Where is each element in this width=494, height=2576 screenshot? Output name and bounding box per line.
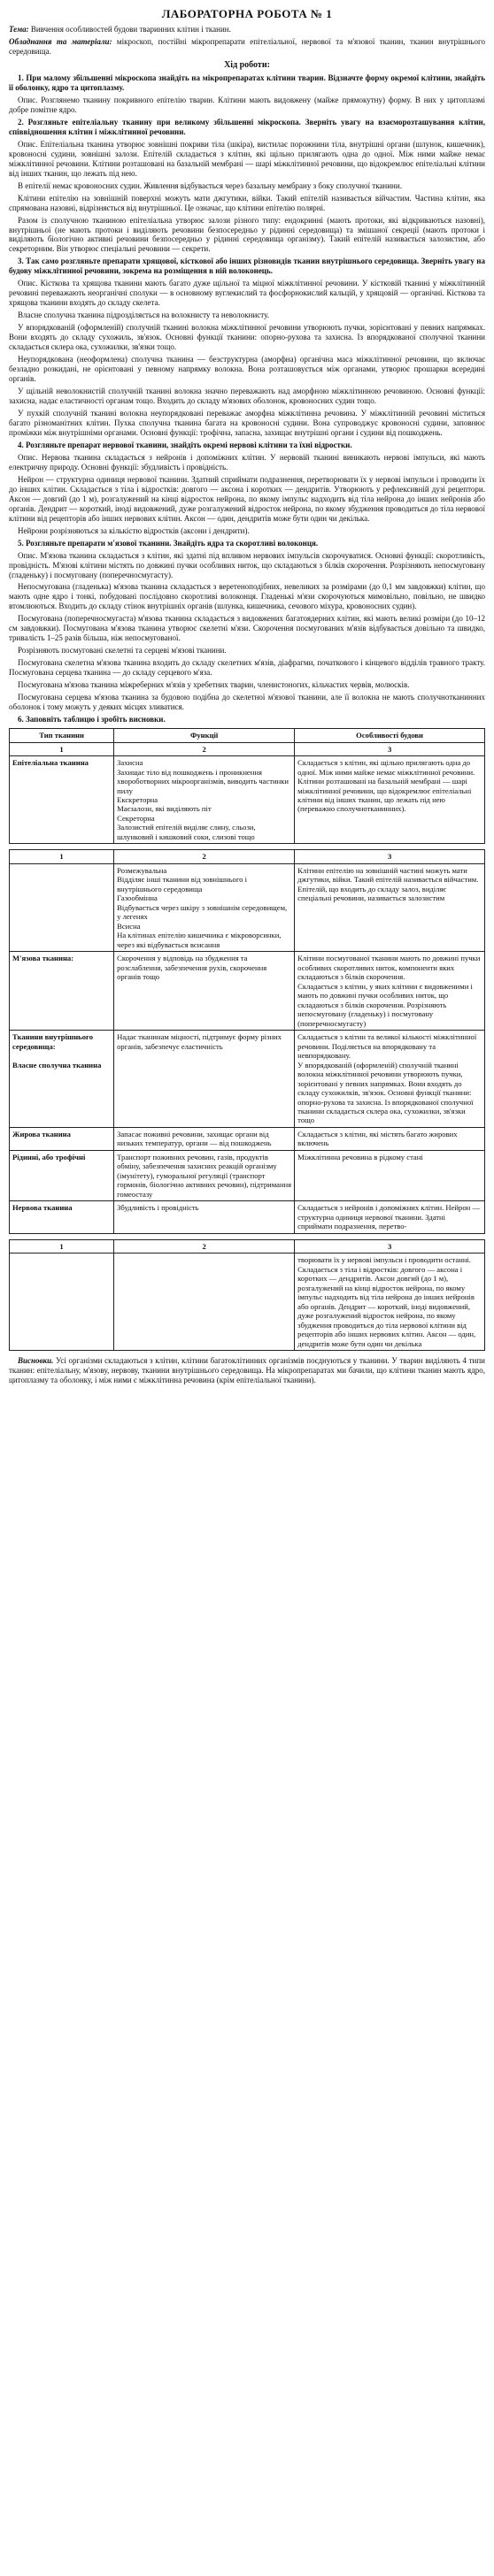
step-1-description: Опис. Розглянемо тканину покривного епітелію тварин. Клітини мають видовжену (майже прямокутну) форму. В них у цитоплазмі добре помітне ядро. <box>9 95 485 114</box>
theme-label: Тема: <box>9 24 29 34</box>
table-column-number: 2 <box>114 850 295 863</box>
theme-line <box>9 25 485 34</box>
progress-title: Хід роботи: <box>224 59 270 70</box>
step-3-paragraph-2: Власне сполучна тканина підрозділяється на волокнисту та неволокнисту. <box>18 310 269 320</box>
tissue-type-cell: Тканини внутрішнього середовища: Власне сполучна тканина <box>10 1031 114 1128</box>
functions-cell: Транспорт поживних речовин, газів, продуктів обміну, забезпечення захисних реакцій організму (імунітету), гуморальної регуляції (транспорт гормонів, біологічно активних речовин), підтримання гомеостазу <box>114 1150 295 1200</box>
table-header-row <box>10 729 485 742</box>
step-5: 5. Розгляньте препарати м'язової тканини. Знайдіть ядра та скоротливі волоконця. <box>18 538 319 548</box>
table-row <box>10 952 485 1031</box>
conclusions-label: Висновки. <box>18 1356 54 1366</box>
table-number-row <box>10 1239 485 1253</box>
tissue-table-part-2 <box>9 849 485 1233</box>
step-5-paragraph-5: Посмугована скелетна м'язова тканина входить до складу скелетних м'язів, діафрагми, початкового і кінцевого відділів травного тракту. Посмугована серцева тканина — до складу серцевого м'яза. <box>9 658 485 678</box>
tissue-type-cell: Епітеліальна тканина <box>10 756 114 844</box>
conclusions <box>9 1356 485 1385</box>
tissue-type-cell <box>10 1254 114 1351</box>
table-row <box>10 1031 485 1128</box>
structure-features-cell: Міжклітинна речовина в рідкому стані <box>295 1150 485 1200</box>
step-5-paragraph-6: Посмугована м'язова тканина міжреберних м'язів у хребетних тварин, членистоногих, кільчастих червів, молюсків. <box>18 680 410 690</box>
step-3-paragraph-6: У пухкій сполучній тканині волокна неупорядковані переважає аморфна міжклітинна речовина. У міжклітинній речовині міститься багато різноманітних клітин. Пухка сполучна тканина багата на кровоносні судини. Вона супроводжує кровоносні судини, заповнює проміжки між внутрішніми органами. Основні функції: трофічна, запасна, захищає внутрішні органи і судини від пошкоджень. <box>9 408 485 437</box>
table-row <box>10 1127 485 1150</box>
structure-features-cell: Складається з нейронів і допоміжних клітин. Нейрон — структурна одиниця нервової тканини. Здатні сприймати подразнення, перетво- <box>295 1201 485 1233</box>
structure-features-cell: Складається з клітин, які містять багато жирових включень <box>295 1127 485 1150</box>
tissue-type-cell: М'язова тканина: <box>10 952 114 1031</box>
equipment-line <box>9 37 485 57</box>
tissue-table-part-3 <box>9 1239 485 1351</box>
tissue-type-cell: Жирова тканина <box>10 1127 114 1150</box>
tissue-type-cell: Нервова тканина <box>10 1201 114 1233</box>
functions-cell: Запасає поживні речовини, захищає органи від низьких температур, органи — від пошкоджень <box>114 1127 295 1150</box>
table-row <box>10 1254 485 1351</box>
table-column-number: 1 <box>10 1239 114 1253</box>
tissue-tables <box>9 728 485 1351</box>
page <box>9 0 485 1393</box>
step-2-paragraph-4: Разом із сполучною тканиною епітеліальна утворює залози різного типу: ендокринні (мають протоки, які відкриваються назовні), внутрішньої (не мають протоки і виділяють речовини безпосередньо у рідинні середовища) та змішаної секреції (мають протоки і виділяють біологічно активні речовини безпосередньо у рідинні середовища організму). Такий епітелій називається залозистим, або секреторним. Він утворює спеціальні речовини — секрети. <box>9 215 485 254</box>
theme-text: Вивчення особливостей будови тваринних клітин і тканин. <box>28 24 231 34</box>
functions-cell: Збудливість і провідність <box>114 1201 295 1233</box>
step-6: 6. Заповніть таблицю і зробіть висновки. <box>18 715 166 724</box>
structure-features-cell: Складається з клітин, які щільно прилягають одна до одної. Між ними майже немає міжклітинної речовини. Клітини розташовані на базальній мембрані — шарі міжклітинної речовини, що відокремлює епітеліальні клітини від інших тканин, що лежать під нею (переважно сполучнотканинних). <box>295 756 485 844</box>
step-2: 2. Розгляньте епітеліальну тканину при великому збільшенні мікроскопа. Зверніть увагу на взаєморозташування клітин, співвідношення клітин і міжклітинної речовини. <box>9 117 485 136</box>
table-column-number: 1 <box>10 850 114 863</box>
step-5-paragraph-2: Непосмугована (гладенька) м'язова тканина складається з веретеноподібних, невеликих за розмірами (до 0,1 мм завдовжки) клітин, що мають одне ядро і тонкі, побудовані послідовно скоротливі волоконця. Гладенькі м'язи скорочуються мимовільно, повільно, не швидко втомлюються. Входить до складу стінок внутрішніх органів (шлунка, кишечника, сечового міхура, кровоносних судин). <box>9 582 485 611</box>
step-2-paragraph-3: Клітини епітелію на зовнішній поверхні можуть мати джгутики, війки. Такий епітелій називається війчастим. Частина клітин, яка спрямована назовні, відрізняється від внутрішньої. Це означає, що клітини епітелію полярні. <box>9 193 485 212</box>
table-header-cell: Особливості будови <box>295 729 485 742</box>
step-3-paragraph-3: У впорядкованій (оформленій) сполучній тканині волокна міжклітинної речовини утворюють пучки, зорієнтовані у певних напрямках. Вони входять до складу сухожиль, зв'язок. Основні функції тканини: опорно-рухова та захисна. Із впорядкованої сполучної тканини складається склера ока, сухожилки, зв'язки тощо. <box>9 323 485 352</box>
functions-cell: Розмежувальна Відділяє інші тканини від зовнішнього і внутрішнього середовища Газообмінна Відбувається через шкіру з зовнішнім середовищем, у легенях Всисна На клітинах епітелію кишечника є мікроворсинки, через які відбувається всисання <box>114 863 295 951</box>
tissue-table-part-1 <box>9 728 485 844</box>
step-3-paragraph-4: Неупорядкована (неоформлена) сполучна тканина — безструктурна (аморфна) органічна маса міжклітинної речовини, що включає безладно розкидані, не орієнтовані у певному напрямку волокна. Вона розташовується між органами, утворює прошарки всередині органів. <box>9 355 485 384</box>
table-column-number: 3 <box>295 850 485 863</box>
step-5-paragraph-3: Посмугована (поперечносмугаста) м'язова тканина складається з видовжених багатоядерних клітин, які мають великі розміри (до 10–12 см завдовжки). Посмугована м'язова тканина утворює скелетні м'язи. Скорочення посмугованих м'язів відбувається довільно та швидко, тривалість 1–25 разів більша, ніж непосмугованої. <box>9 614 485 643</box>
table-header-cell: Тип тканини <box>10 729 114 742</box>
functions-cell: Надає тканинам міцності, підтримує форму різних органів, забезпечує еластичність <box>114 1031 295 1128</box>
table-row <box>10 756 485 844</box>
table-row <box>10 1150 485 1200</box>
functions-cell: Захисна Захищає тіло від пошкоджень і проникнення хвороботворних мікроорганізмів, виводить частинки пилу Екскреторна Маєзалози, які виділяють піт Секреторна Залозистий епітелій виділяє слину, сльози, шлунковий і кишковий соки, слизові тощо <box>114 756 295 844</box>
step-1: 1. При малому збільшенні мікроскопа знайдіть на мікропрепаратах клітини тварин. Відзначте форму окремої клітини, знайдіть її оболонку, ядро та цитоплазму. <box>9 73 485 92</box>
step-2-paragraph-2: В епітелії немає кровоносних судин. Живлення відбувається через базальну мембрану з боку сполучної тканини. <box>18 180 402 190</box>
step-4-paragraph-1: Опис. Нервова тканина складається з нейронів і допоміжних клітин. У нервовій тканині виникають нервові імпульси, які мають електричну природу. Основні функції: збудливість і провідність. <box>9 452 485 472</box>
step-5-paragraph-1: Опис. М'язова тканина складається з клітин, які здатні під впливом нервових імпульсів скорочуватися. Основні функції: скоротливість, провідність. М'язові клітини містять по довжині пучки особливих ниток, що складаються з білків скорочення. Розрізняють непосмуговану (гладеньку) і посмуговану (поперечносмугасту). <box>9 550 485 579</box>
step-4-paragraph-2: Нейрон — структурна одиниця нервової тканини. Здатний сприймати подразнення, перетворювати їх у нервові імпульси і проводити їх до інших клітин. Складається з тіла і відростків: довгого — аксона і коротких — дендритів. Утворюють у рефлексивній дузі рецептори. Аксон — довгий (до 1 м), розгалужений на кінці відросток нейрона, по якому імпульс надходить від тіла нейрона до інших нейронів або органів. Дендрит — короткий, іноді видовжений, дуже розгалужений відросток нейрона, по якому збудження проводиться до тіла нервової клітини від рецепторів або інших нервових клітин. Аксон — один, дендритів може бути один чи декілька. <box>9 474 485 523</box>
functions-cell <box>114 1254 295 1351</box>
step-3-paragraph-1: Опис. Кісткова та хрящова тканини мають багато дуже щільної та міцної міжклітинної речовини. У кістковій тканині у міжклітинній речовині переважають неорганічні сполуки — в основному вуглекислий та фосфорнокислий кальцій, у хрящовій — органічні. Кісткова та хрящова тканини входять до складу скелета. <box>9 279 485 308</box>
equipment-label: Обладнання та матеріали: <box>9 36 112 46</box>
functions-cell: Скорочення у відповідь на збудження та розслаблення, забезпечення рухів, скорочення органів тощо <box>114 952 295 1031</box>
equipment-text: мікроскоп, постійні мікропрепарати епітеліальної, нервової та м'язової тканин, тканин внутрішнього середовища. <box>9 36 485 56</box>
table-row <box>10 863 485 951</box>
table-column-number: 3 <box>295 1239 485 1253</box>
table-column-number: 3 <box>295 742 485 755</box>
conclusions-text: Усі організми складаються з клітин, клітини багатоклітинних організмів поєднуються у тканини. У тварин виділяють 4 типи тканин: епітеліальну, м'язову, нервову, тканини внутрішнього середовища. На мікропрепаратах ми бачили, що клітини тканин мають ядро, цитоплазму та оболонку, і між ними є міжклітинна речовина (крім епітеліальної тканини). <box>9 1356 485 1385</box>
table-row <box>10 1201 485 1233</box>
table-column-number: 2 <box>114 742 295 755</box>
structure-features-cell: творювати їх у нервові імпульси і проводити останні. Складається з тіла і відростків: довгого — аксона і коротких — дендритів. Аксон довгий (до 1 м), розгалужений на кінці відросток нейрона, по якому імпульс надходить від тіла нейрона до інших нейронів або органів. Дендрит — короткий, іноді видовжений, дуже розгалужений відросток нейрона, по якому збудження проводиться до тіла нервової клітини від рецепторів або інших нервових клітин. Аксон — один, дендритів може бути один чи декілька <box>295 1254 485 1351</box>
step-3-paragraph-5: У щільній неволокнистій сполучній тканині волокна значно переважають над аморфною міжклітинною речовиною. Основні функції: захисна, надає еластичності органам тощо. Входить до складу м'язових оболонок, кровоносних судин тощо. <box>9 387 485 406</box>
tissue-type-cell: Рідинні, або трофічні <box>10 1150 114 1200</box>
page-title: ЛАБОРАТОРНА РОБОТА № 1 <box>161 7 333 20</box>
tissue-type-cell <box>10 863 114 951</box>
step-5-paragraph-7: Посмугована серцева м'язова тканина за будовою подібна до скелетної м'язової тканини, але її волокна не мають сполучнотканинних оболонок і тому можуть у деяких місцях зливатися. <box>9 693 485 712</box>
table-column-number: 2 <box>114 1239 295 1253</box>
table-number-row <box>10 742 485 755</box>
table-column-number: 1 <box>10 742 114 755</box>
table-header-cell: Функції <box>114 729 295 742</box>
structure-features-cell: Клітини посмугованої тканини мають по довжині пучки особливих скоротливих ниток, компоненти яких складаються з білків скорочення. Складається з клітин, у яких клітини є видовженими і мають по довжині пучки особливих ниток, що складаються з білків скорочення. Розрізняють непосмуговану (гладеньку) і посмуговану (поперечносмугасту) <box>295 952 485 1031</box>
step-3: 3. Так само розгляньте препарати хрящової, кісткової або інших різновидів тканин внутрішнього середовища. Зверніть увагу на будову міжклітинної речовини, зокрема на розміщення в ній волоконець. <box>9 257 485 276</box>
step-4-paragraph-3: Нейрони розрізняються за кількістю відростків (аксони і дендрити). <box>18 525 250 535</box>
table-number-row <box>10 850 485 863</box>
step-4: 4. Розгляньте препарат нервової тканини, знайдіть окремі нервові клітини та їхні відростки. <box>18 440 352 449</box>
structure-features-cell: Складається з клітин та великої кількості міжклітинної речовини. Поділяється на впорядковану та невпорядковану. У впорядкованій (оформленій) сполучній тканині волокна міжклітинної речовини утворюють пучки, зорієнтовані у певних напрямках. Вони входять до складу сухожилків, зв'язок. Основні функції тканини: опорно-рухова та захисна. Із впорядкованої сполучної тканини складається склера ока, сухожилки, зв'язки тощо <box>295 1031 485 1128</box>
structure-features-cell: Клітини епітелію на зовнішній частині можуть мати джгутики, війки. Такий епітелій називається війчастим. Епітелій, що входить до складу залоз, виділяє спеціальні речовини, називається залозистим <box>295 863 485 951</box>
step-2-paragraph-1: Опис. Епітеліальна тканина утворює зовнішні покриви тіла (шкіра), вистилає порожнини тіла, внутрішні органи (шлунок, кишечник), кровоносні судини, зовнішні залози. Епітелій складається з клітин, які щільно прилягають одна до одної. Між ними майже немає міжклітинної речовини. Клітини розташовані на базальній мембрані — шарі міжклітинної речовини, що відокремлює епітеліальні клітини від інших тканин, що лежать під нею. <box>9 139 485 178</box>
step-5-paragraph-4: Розрізняють посмуговані скелетні та серцеві м'язові тканини. <box>18 646 227 656</box>
